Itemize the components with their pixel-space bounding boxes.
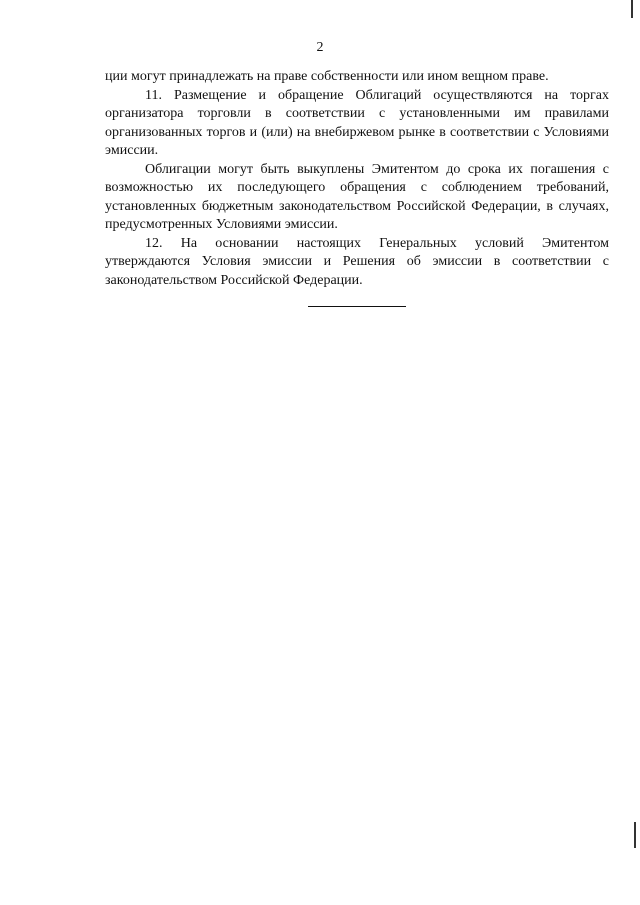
paragraph-item-12: 12. На основании настоящих Генеральных условий Эмитентом утверждаются Условия эмиссии и Решения об эмиссии в соответствии с законодательством Российской Федерации. (105, 235, 609, 288)
scan-artifact-edge (634, 822, 636, 848)
scan-artifact-top (631, 0, 633, 18)
paragraph-continuation: ции могут принадлежать на праве собственности или ином вещном праве. (105, 69, 549, 84)
paragraph-buyback: Облигации могут быть выкуплены Эмитентом до срока их погашения с возможностью их последующего обращения с соблюдением требований, установленных бюджетным законодательством Российской Федерации, в случаях, предусмотренных Условиями эмиссии. (105, 161, 609, 232)
page-number: 2 (316, 40, 324, 55)
end-of-text-rule (308, 306, 406, 307)
document-body (105, 68, 609, 290)
paragraph-item-11: 11. Размещение и обращение Облигаций осуществляются на торгах организатора торговли в соответствии с установленными им правилами организованных торгов и (или) на внебиржевом рынке в соответствии с Условиями эмиссии. (105, 87, 609, 158)
